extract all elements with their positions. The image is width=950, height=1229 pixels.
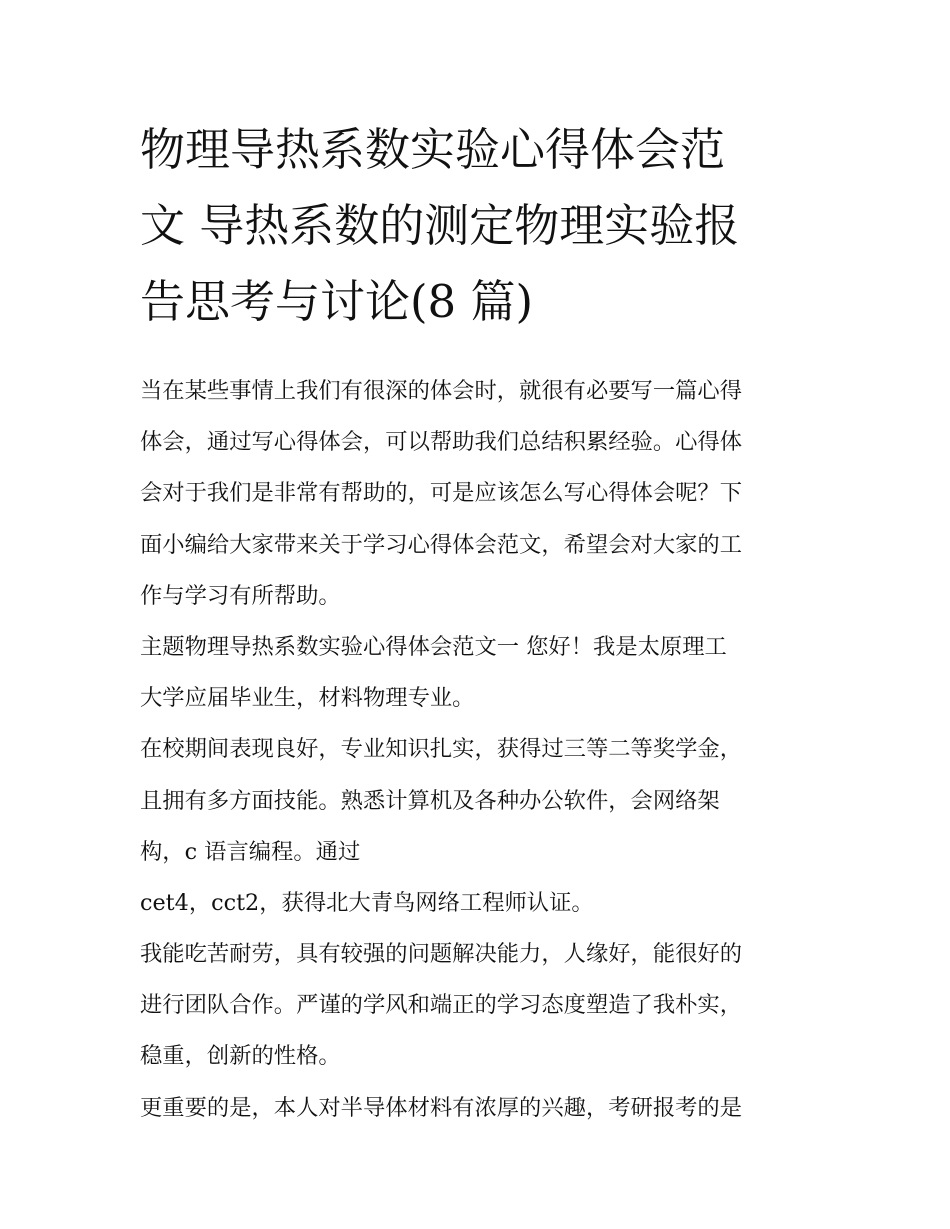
body-line: 且拥有多方面技能。熟悉计算机及各种办公软件，会网络架 (140, 787, 720, 814)
body-line: 更重要的是，本人对半导体材料有浓厚的兴趣，考研报考的是 (140, 1094, 743, 1121)
body-line: 作与学习有所帮助。 (140, 582, 341, 609)
title-line-3: 告思考与讨论(8 篇) (140, 275, 534, 328)
body-line: cet4，cct2，获得北大青鸟网络工程师认证。 (140, 889, 594, 916)
body-line: 我能吃苦耐劳，具有较强的问题解决能力，人缘好，能很好的 (140, 941, 743, 968)
body-line: 主题物理导热系数实验心得体会范文一 您好！我是太原理工 (140, 633, 727, 660)
body-line: 大学应届毕业生，材料物理专业。 (140, 685, 475, 712)
body-line: 体会，通过写心得体会，可以帮助我们总结积累经验。心得体 (140, 429, 743, 456)
body-line: 稳重，创新的性格。 (140, 1043, 341, 1070)
body-line: 在校期间表现良好，专业知识扎实，获得过三等二等奖学金， (140, 736, 743, 763)
document-body (140, 366, 816, 1134)
document-page (140, 112, 816, 1134)
body-line: 构，c 语言编程。通过 (140, 838, 361, 865)
body-line: 当在某些事情上我们有很深的体会时，就很有必要写一篇心得 (140, 378, 743, 404)
title-line-2: 文 导热系数的测定物理实验报 (140, 199, 740, 252)
body-line: 面小编给大家带来关于学习心得体会范文，希望会对大家的工 (140, 531, 743, 558)
body-line: 进行团队合作。严谨的学风和端正的学习态度塑造了我朴实， (140, 992, 743, 1019)
body-line: 会对于我们是非常有帮助的，可是应该怎么写心得体会呢？下 (140, 480, 743, 507)
title-line-1: 物理导热系数实验心得体会范 (140, 123, 726, 176)
document-title (140, 112, 816, 340)
